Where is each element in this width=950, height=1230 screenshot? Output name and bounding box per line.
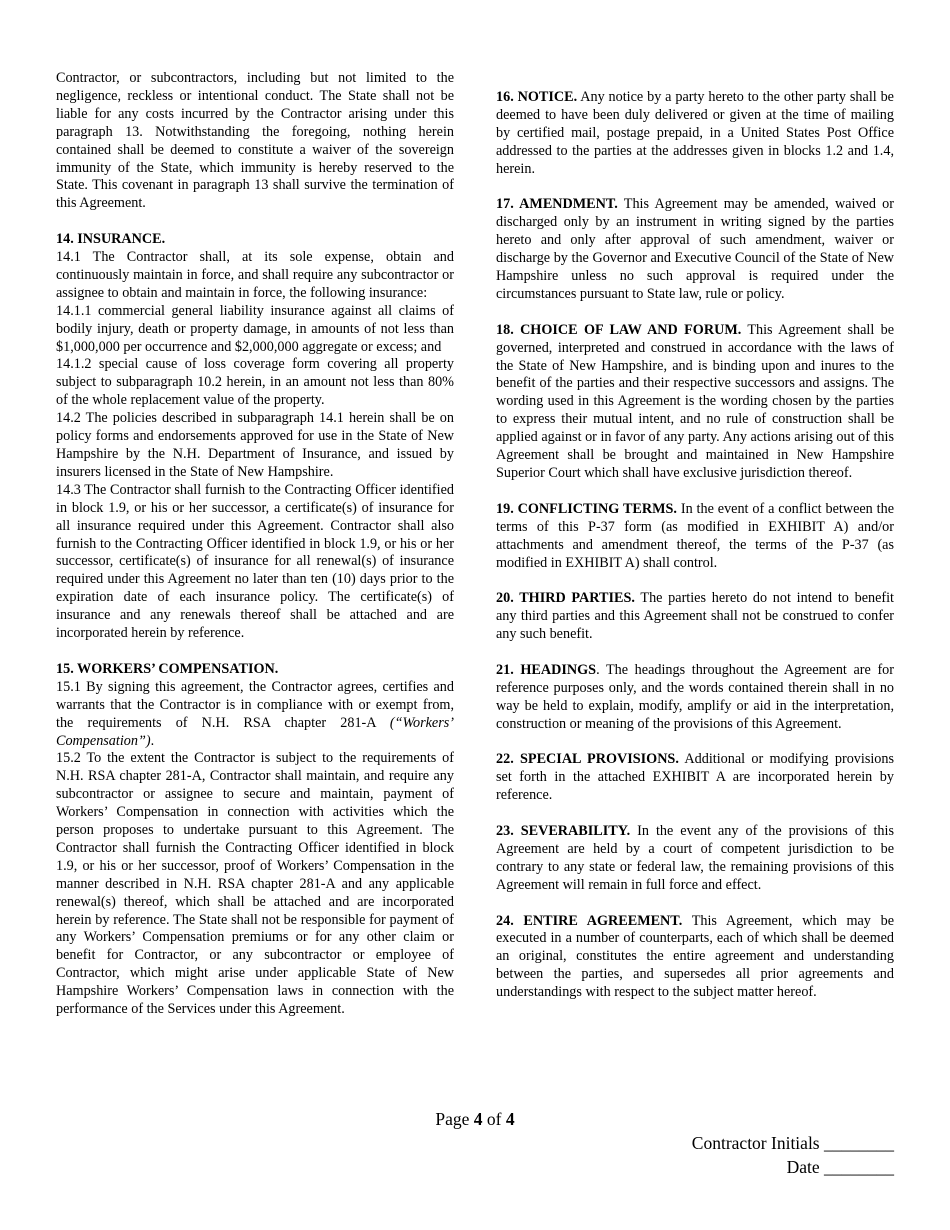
section-24 [496,913,894,1003]
page-current: 4 [473,1109,483,1129]
section-14-2: 14.2 The policies described in subparagraph 14.1 herein shall be on policy forms and endorsements approved for use in the State of New Hampshire by the N.H. Department of Insurance, and issued by insurers licensed in the State of New Hampshire. [56,410,454,480]
section-19 [496,501,894,573]
section-15-heading: 15. WORKERS’ COMPENSATION. [56,660,279,677]
section-19-text: In the event of a conflict between the terms of this P-37 form (as modified in EXHIBIT A) and/or attachments and amendment thereof, the terms of the P-37 (as modified in EXHIBIT A) shall control. [496,500,894,571]
section-21 [496,662,894,734]
section-20-heading: 20. THIRD PARTIES. [496,590,635,607]
section-18-text: This Agreement shall be governed, interpreted and construed in accordance with the laws of the State of New Hampshire, and is binding upon and inures to the benefit of the parties and their respective successors and assigns. The wording used in this Agreement is the wording chosen by the parties to express their mutual intent, and no rule of construction shall be applied against or in favor of any party. Any actions arising out of this Agreement shall be brought and maintained in New Hampshire Superior Court which shall have exclusive jurisdiction thereof. [496,321,894,481]
section-13-continuation: Contractor, or subcontractors, including but not limited to the negligence, reckless or intentional conduct. The State shall not be liable for any costs incurred by the Contractor arising under this paragraph 13. Notwithstanding the foregoing, nothing herein contained shall be deemed to constitute a waiver of the sovereign immunity of the State, which immunity is hereby reserved to the State. This covenant in paragraph 13 shall survive the termination of this Agreement. [56,70,454,212]
section-20 [496,590,894,644]
section-15-1-text: 15.1 By signing this agreement, the Contractor agrees, certifies and warrants that the Contractor is in compliance with or exempt from, the requirements of N.H. RSA chapter 281-A [56,678,454,731]
section-22-text: Additional or modifying provisions set forth in the attached EXHIBIT A are incorporated herein by reference. [496,751,894,804]
page-number [0,1109,950,1130]
section-23-text: In the event any of the provisions of this Agreement are held by a court of competent jurisdiction to be contrary to any state or federal law, the remaining provisions of this Agreement will remain in full force and effect. [496,823,894,893]
section-15-1 [56,679,454,751]
section-14-1-1: 14.1.1 commercial general liability insurance against all claims of bodily injury, death or property damage, in amounts of not less than $1,000,000 per occurrence and $2,000,000 aggregate or excess; and [56,302,454,355]
initials-block [692,1131,894,1179]
section-18-heading: 18. CHOICE OF LAW AND FORUM. [496,321,742,338]
section-21-heading: 21. HEADINGS [496,661,597,678]
section-24-text: This Agreement, which may be executed in a number of counterparts, each of which shall be deemed an original, constitutes the entire agreement and understanding between the parties, and supersedes all prior agreements and understandings with respect to the subject matter hereof. [496,912,894,1001]
page-word: Page [435,1109,474,1129]
section-16-text: Any notice by a party hereto to the other party shall be deemed to have been duly delivered or given at the time of mailing by certified mail, postage prepaid, in a United States Post Office addressed to the parties at the addresses given in blocks 1.2 and 1.4, herein. [496,89,894,177]
section-19-heading: 19. CONFLICTING TERMS. [496,500,677,517]
section-15-1-italic: (“Workers’ Compensation”) [56,714,454,749]
section-15-2: 15.2 To the extent the Contractor is subject to the requirements of N.H. RSA chapter 281-A, Contractor shall maintain, and require any subcontractor or assignee to secure and maintain, payment of Workers’ Compensation in connection with activities which the person proposes to undertake pursuant to this Agreement. The Contractor shall furnish the Contracting Officer identified in block 1.9, or his or her successor, proof of Workers’ Compensation in the manner described in N.H. RSA chapter 281-A and any applicable renewal(s) thereof, which shall be attached and are incorporated herein by reference. The State shall not be responsible for payment of any Workers’ Compensation premiums or for any other claim or benefit for Contractor, or any subcontractor or employee of Contractor, which might arise under applicable State of New Hampshire Workers’ Compensation laws in connection with the performance of the Services under this Agreement. [56,750,454,1018]
section-16-heading: 16. NOTICE. [496,89,578,105]
section-24-heading: 24. ENTIRE AGREEMENT. [496,912,683,929]
section-23 [496,823,894,895]
section-16 [496,89,894,179]
section-22-heading: 22. SPECIAL PROVISIONS. [496,751,679,768]
section-21-text: . The headings throughout the Agreement are for reference purposes only, and the words contained therein shall in no way be held to explain, modify, amplify or aid in the interpretation, construction or meaning of the provisions of this Agreement. [496,661,895,732]
section-14-1: 14.1 The Contractor shall, at its sole expense, obtain and continuously maintain in force, and shall require any subcontractor or assignee to obtain and maintain in force, the following insurance: [56,249,454,301]
date-line: Date ________ [786,1157,894,1177]
section-17 [496,196,894,303]
section-18 [496,322,894,483]
section-20-text: The parties hereto do not intend to benefit any third parties and this Agreement shall not be construed to confer any such benefit. [496,590,894,643]
section-14-1-2: 14.1.2 special cause of loss coverage form covering all property subject to subparagraph 10.2 herein, in an amount not less than 80% of the whole replacement value of the property. [56,356,454,409]
section-14-heading: 14. INSURANCE. [56,231,166,248]
section-15-1-end: . [150,732,155,749]
section-23-heading: 23. SEVERABILITY. [496,823,631,840]
section-22 [496,751,894,805]
section-17-text: This Agreement may be amended, waived or discharged only by an instrument in writing signed by the parties hereto and only after approval of such amendment, waiver or discharge by the Governor and Executive Council of the State of New Hampshire unless no such approval is required under the circumstances pursuant to State law, rule or policy. [496,196,894,302]
page-of: of [482,1109,506,1129]
left-column [56,70,454,1019]
right-column [496,89,894,1002]
contractor-initials-line: Contractor Initials ________ [691,1133,894,1153]
section-14-3: 14.3 The Contractor shall furnish to the Contracting Officer identified in block 1.9, or his or her successor, a certificate(s) of insurance for all insurance required under this Agreement. Contractor shall also furnish to the Contracting Officer identified in block 1.9, or his or her successor, certificate(s) of insurance for all renewal(s) of insurance required under this Agreement no later than ten (10) days prior to the expiration date of each insurance policy. The certificate(s) of insurance and any renewals thereof shall be attached and are incorporated herein by reference. [56,481,454,642]
page-total: 4 [505,1109,515,1129]
section-17-heading: 17. AMENDMENT. [496,196,618,213]
